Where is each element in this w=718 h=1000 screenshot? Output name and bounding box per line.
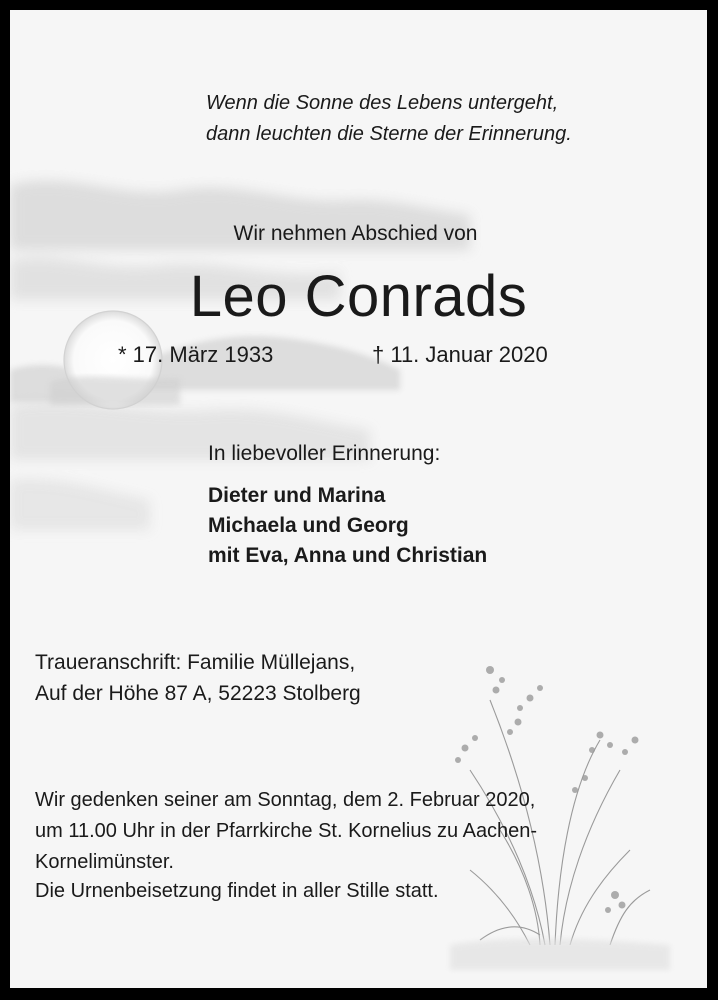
obituary-card [10, 10, 707, 988]
address-line-2: Auf der Höhe 87 A, 52223 Stolberg [35, 682, 361, 705]
urn-burial-note: Die Urnenbeisetzung findet in aller Stille statt. [35, 880, 439, 902]
farewell-intro: Wir nehmen Abschied von [233, 222, 478, 245]
quote-line-2: dann leuchten die Sterne der Erinnerung. [206, 123, 572, 145]
mourner-line: Michaela und Georg [208, 514, 409, 537]
deceased-name: Leo Conrads [189, 264, 528, 329]
memorial-service-info [35, 785, 537, 878]
death-date: † 11. Januar 2020 [372, 342, 548, 367]
mourning-address [35, 647, 361, 709]
mourner-line: mit Eva, Anna und Christian [208, 544, 488, 567]
mourner-line: Dieter und Marina [208, 484, 386, 507]
birth-date: * 17. März 1933 [118, 342, 274, 367]
quote-line-1: Wenn die Sonne des Lebens untergeht, [206, 92, 559, 114]
service-line-2: um 11.00 Uhr in der Pfarrkirche St. Kornelius zu Aachen- [35, 820, 538, 842]
memorial-quote [206, 88, 686, 150]
address-line-1: Traueranschrift: Familie Müllejans, [35, 651, 356, 674]
mourners-list [208, 481, 487, 571]
service-line-1: Wir gedenken seiner am Sonntag, dem 2. Februar 2020, [35, 789, 536, 811]
memory-heading: In liebevoller Erinnerung: [208, 442, 441, 465]
service-line-3: Kornelimünster. [35, 851, 174, 873]
